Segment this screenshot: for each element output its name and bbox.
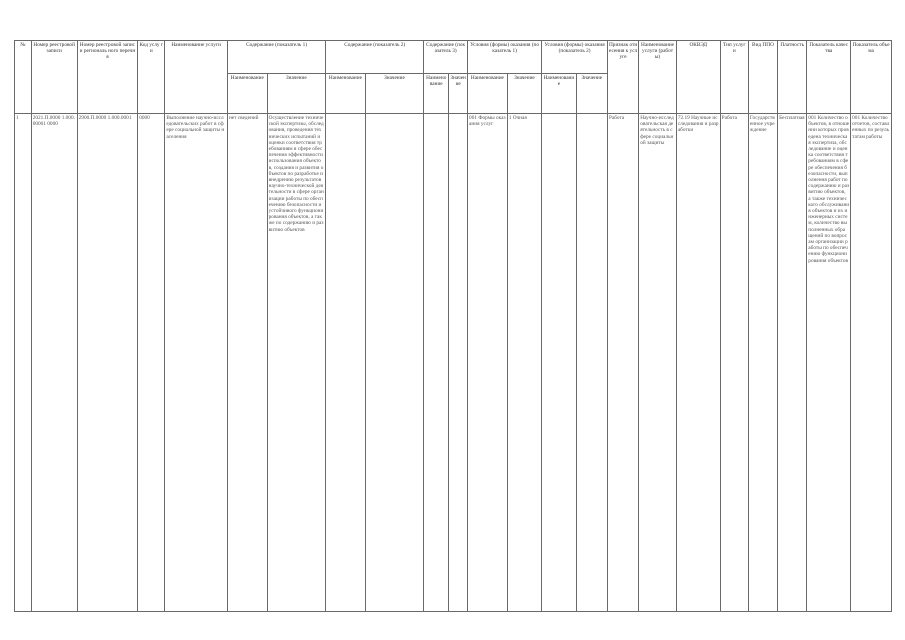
document-page bbox=[14, 40, 892, 612]
header-content-1: Содержание (показатель 1) bbox=[227, 41, 325, 74]
header-u2-name: Наименование bbox=[542, 74, 576, 114]
header-c1-value: Значение bbox=[267, 74, 325, 114]
header-unique-number: Номер реестровой записи региональ ного перечня bbox=[77, 41, 138, 114]
header-activity: Наименование услуги (работы) bbox=[639, 41, 677, 114]
header-conditions-1: Условия (формы) оказания (показатель 1) bbox=[468, 41, 542, 74]
cell-c3-name bbox=[424, 114, 449, 612]
header-u1-value: Значение bbox=[507, 74, 541, 114]
cell-c1-value: Осуществление технической экспертизы, обследования, проведения технических испытаний и оценки соответствия требованиям в сфере обеспечения эффективности использования объектов, создания и развития объектов по разработке и внедрению результатов научно-технической деятельности в сфере организации работы по обеспечению безопасности и устойчивого функционирования объектов, а также по содержанию и развитию объектов bbox=[267, 114, 325, 612]
header-recipient: Признак отнесения к услуге bbox=[607, 41, 638, 114]
header-c3-name: Наименование bbox=[424, 74, 449, 114]
header-okved: ОКВЭД bbox=[676, 41, 720, 114]
cell-volume: 001 Количество отчетов, составленных по результатам работы bbox=[851, 114, 892, 612]
cell-u2-name bbox=[542, 114, 576, 612]
header-conditions-2: Условия (формы) оказания (показатель 2) bbox=[542, 41, 608, 74]
registry-table bbox=[14, 40, 892, 612]
cell-service-name: Выполнение научно-исследовательских работ в сфере социальной защиты населения bbox=[165, 114, 228, 612]
cell-okved: 72.19 Научные исследования и разработки bbox=[676, 114, 720, 612]
cell-unique-number: 2900.П.0000 1.000.0001 bbox=[77, 114, 138, 612]
cell-activity: Научно-исследовательская деятельность в сфере социальной защиты bbox=[639, 114, 677, 612]
header-reg-number: Номер реестровой записи bbox=[31, 41, 77, 114]
header-form: Тип услуги bbox=[720, 41, 748, 114]
header-paid: Платность bbox=[778, 41, 807, 114]
header-content-2: Содержание (показатель 2) bbox=[326, 41, 424, 74]
header-c2-value: Значение bbox=[365, 74, 423, 114]
header-row-1 bbox=[15, 41, 892, 74]
header-num: № bbox=[15, 41, 32, 114]
cell-u1-value: 1 Очная bbox=[507, 114, 541, 612]
cell-c2-name bbox=[326, 114, 366, 612]
header-service-name: Наименование услуги bbox=[165, 41, 228, 114]
cell-u2-value bbox=[576, 114, 607, 612]
cell-reg-number: 2021.П.0000 1.000.00001 0000 bbox=[31, 114, 77, 612]
header-c3-value: Значение bbox=[449, 74, 468, 114]
header-quality: Показатель качества bbox=[807, 41, 851, 114]
cell-form: Работа bbox=[720, 114, 748, 612]
cell-quality: 001 Количество объектов, в отношении которых проведена техническая экспертиза, обследование и оценка соответствия требованиям в сфере обеспечения безопасности, выполнения работ по содержанию и развитию объектов, а также технического обслуживания объектов и их инженерных систем, количество выполненных обращений по вопросам организации работы по обеспечению функционирования объектов bbox=[807, 114, 851, 612]
header-ppo: Вид ППО bbox=[748, 41, 777, 114]
cell-paid: Бесплатная bbox=[778, 114, 807, 612]
header-c1-name: Наименование bbox=[227, 74, 267, 114]
cell-recipient: Работа bbox=[607, 114, 638, 612]
cell-ppo: Государственное учреждение bbox=[748, 114, 777, 612]
table-row bbox=[15, 114, 892, 612]
cell-u1-name: 001 Формы оказания услуг bbox=[468, 114, 508, 612]
header-u2-value: Значение bbox=[576, 74, 607, 114]
cell-c3-value bbox=[449, 114, 468, 612]
cell-c2-value bbox=[365, 114, 423, 612]
header-service-code: Код услу ги bbox=[138, 41, 165, 114]
header-u1-name: Наименование bbox=[468, 74, 508, 114]
header-c2-name: Наименование bbox=[326, 74, 366, 114]
cell-num: 1 bbox=[15, 114, 32, 612]
cell-c1-name: нет сведений bbox=[227, 114, 267, 612]
header-volume: Показатель объема bbox=[851, 41, 892, 114]
cell-service-code: 0000 bbox=[138, 114, 165, 612]
header-content-3: Содержание (показатель 3) bbox=[424, 41, 468, 74]
